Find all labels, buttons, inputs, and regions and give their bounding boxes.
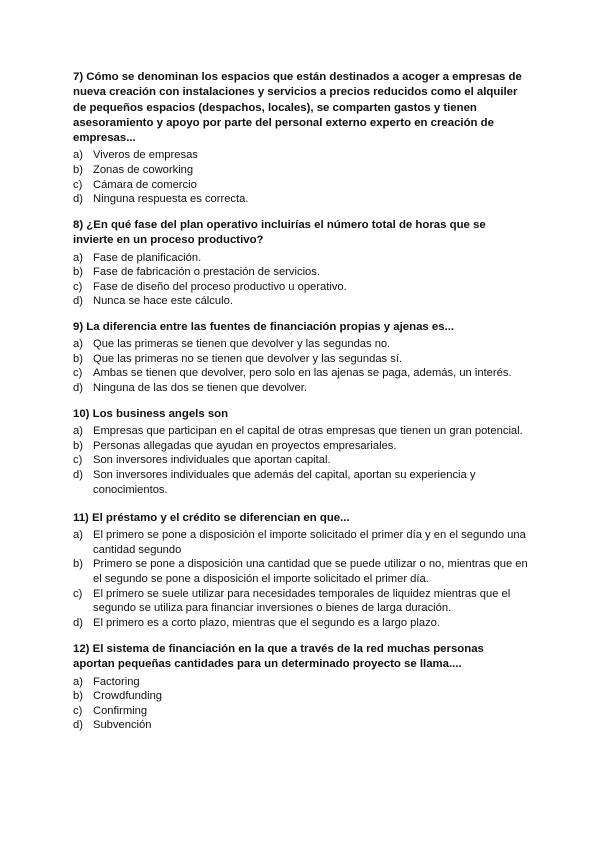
- option-text: Ninguna respuesta es correcta.: [93, 193, 249, 206]
- option-letter: c): [73, 178, 83, 191]
- option-text: Factoring: [93, 675, 140, 688]
- option-text: El primero se pone a disposición el importe solicitado el primer día y en el segundo una cantidad segundo: [93, 529, 526, 556]
- option-text: Empresas que participan en el capital de otras empresas que tienen un gran potencial.: [93, 425, 523, 438]
- option-text: Fase de fabricación o prestación de servicios.: [93, 266, 320, 279]
- option-letter: d): [73, 193, 83, 206]
- option-letter: d): [73, 719, 83, 732]
- option-text: Viveros de empresas: [93, 149, 198, 162]
- option-text: Que las primeras se tienen que devolver y las segundas no.: [93, 338, 391, 351]
- option-text: Personas allegadas que ayudan en proyectos empresariales.: [93, 439, 397, 452]
- answer-option: [73, 587, 528, 616]
- option-letter: a): [73, 425, 83, 438]
- answer-option: [73, 337, 528, 352]
- option-letter: c): [73, 280, 83, 293]
- question-12: [73, 642, 528, 733]
- option-text: Primero se pone a disposición una cantidad que se puede utilizar o no, mientras que en el segundo se pone a disposición el importe solicitado el primer día.: [93, 558, 528, 586]
- option-text: Fase de planificación.: [93, 251, 202, 264]
- option-letter: d): [73, 382, 83, 395]
- question-text: 12) El sistema de financiación en la que a través de la red muchas personas aportan pequeñas cantidades para un determinado proyecto se llama....: [73, 643, 484, 671]
- answer-option: [73, 704, 528, 719]
- option-text: Son inversores individuales que además del capital, aportan su experiencia y conocimientos.: [93, 469, 476, 496]
- option-letter: c): [73, 587, 83, 600]
- answer-option: [73, 366, 528, 381]
- question-text: 10) Los business angels son: [73, 408, 229, 420]
- answer-option: [73, 453, 528, 468]
- question-text: 8) ¿En qué fase del plan operativo incluirías el número total de horas que se invierte en un proceso productivo?: [73, 219, 486, 247]
- question-text: 9) La diferencia entre las fuentes de financiación propias y ajenas es...: [73, 321, 455, 333]
- option-letter: b): [73, 164, 83, 177]
- option-text: Cámara de comercio: [93, 178, 197, 191]
- answer-option: [73, 439, 528, 454]
- option-text: Confirming: [93, 704, 148, 717]
- option-letter: c): [73, 367, 83, 380]
- option-letter: a): [73, 338, 83, 351]
- answer-option: [73, 265, 528, 280]
- option-text: Subvención: [93, 719, 152, 732]
- answer-option: [73, 557, 528, 586]
- question-9: [73, 320, 528, 396]
- answer-option: [73, 718, 528, 733]
- option-letter: c): [73, 454, 83, 467]
- option-text: Fase de diseño del proceso productivo u operativo.: [93, 280, 347, 293]
- answer-option: [73, 689, 528, 704]
- answer-option: [73, 468, 528, 497]
- option-text: El primero se suele utilizar para necesidades temporales de liquidez mientras que el segundo se utiliza para financiar inversiones o bienes de larga duración.: [93, 587, 511, 615]
- question-11: [73, 511, 528, 630]
- question-7: [73, 70, 528, 207]
- answer-option: [73, 424, 528, 439]
- option-text: Nunca se hace este cálculo.: [93, 295, 233, 308]
- answer-option: [73, 616, 528, 631]
- option-letter: a): [73, 529, 83, 542]
- question-10: [73, 407, 528, 497]
- option-letter: a): [73, 251, 83, 264]
- option-letter: b): [73, 690, 83, 703]
- answer-option: [73, 675, 528, 690]
- question-8: [73, 218, 528, 309]
- option-text: Crowdfunding: [93, 690, 163, 703]
- option-letter: b): [73, 352, 83, 365]
- question-text: 11) El préstamo y el crédito se diferencian en que...: [73, 512, 350, 524]
- option-letter: a): [73, 675, 83, 688]
- option-text: Zonas de coworking: [93, 164, 194, 177]
- option-text: Que las primeras no se tienen que devolver y las segundas sí.: [93, 352, 403, 365]
- option-letter: d): [73, 295, 83, 308]
- answer-option: [73, 528, 528, 557]
- answer-option: [73, 192, 528, 207]
- answer-option: [73, 148, 528, 163]
- option-letter: b): [73, 558, 83, 571]
- option-letter: d): [73, 469, 83, 482]
- answer-option: [73, 280, 528, 295]
- answer-option: [73, 352, 528, 367]
- option-letter: b): [73, 266, 83, 279]
- answer-option: [73, 163, 528, 178]
- option-letter: c): [73, 704, 83, 717]
- option-text: Son inversores individuales que aportan capital.: [93, 454, 331, 467]
- answer-option: [73, 251, 528, 266]
- answer-option: [73, 381, 528, 396]
- option-letter: a): [73, 149, 83, 162]
- answer-option: [73, 294, 528, 309]
- option-letter: b): [73, 439, 83, 452]
- question-text: 7) Cómo se denominan los espacios que están destinados a acoger a empresas de nueva creación con instalaciones y servicios a precios reducidos como el alquiler de pequeños espacios (despachos, locales), se comparten gastos y tienen asesoramiento y apoyo por parte del personal externo experto en creación de empresas...: [73, 71, 522, 145]
- answer-option: [73, 178, 528, 193]
- option-text: El primero es a corto plazo, mientras que el segundo es a largo plazo.: [93, 616, 441, 629]
- option-text: Ninguna de las dos se tienen que devolver.: [93, 382, 307, 395]
- option-text: Ambas se tienen que devolver, pero solo en las ajenas se paga, además, un interés.: [93, 367, 512, 380]
- option-letter: d): [73, 616, 83, 629]
